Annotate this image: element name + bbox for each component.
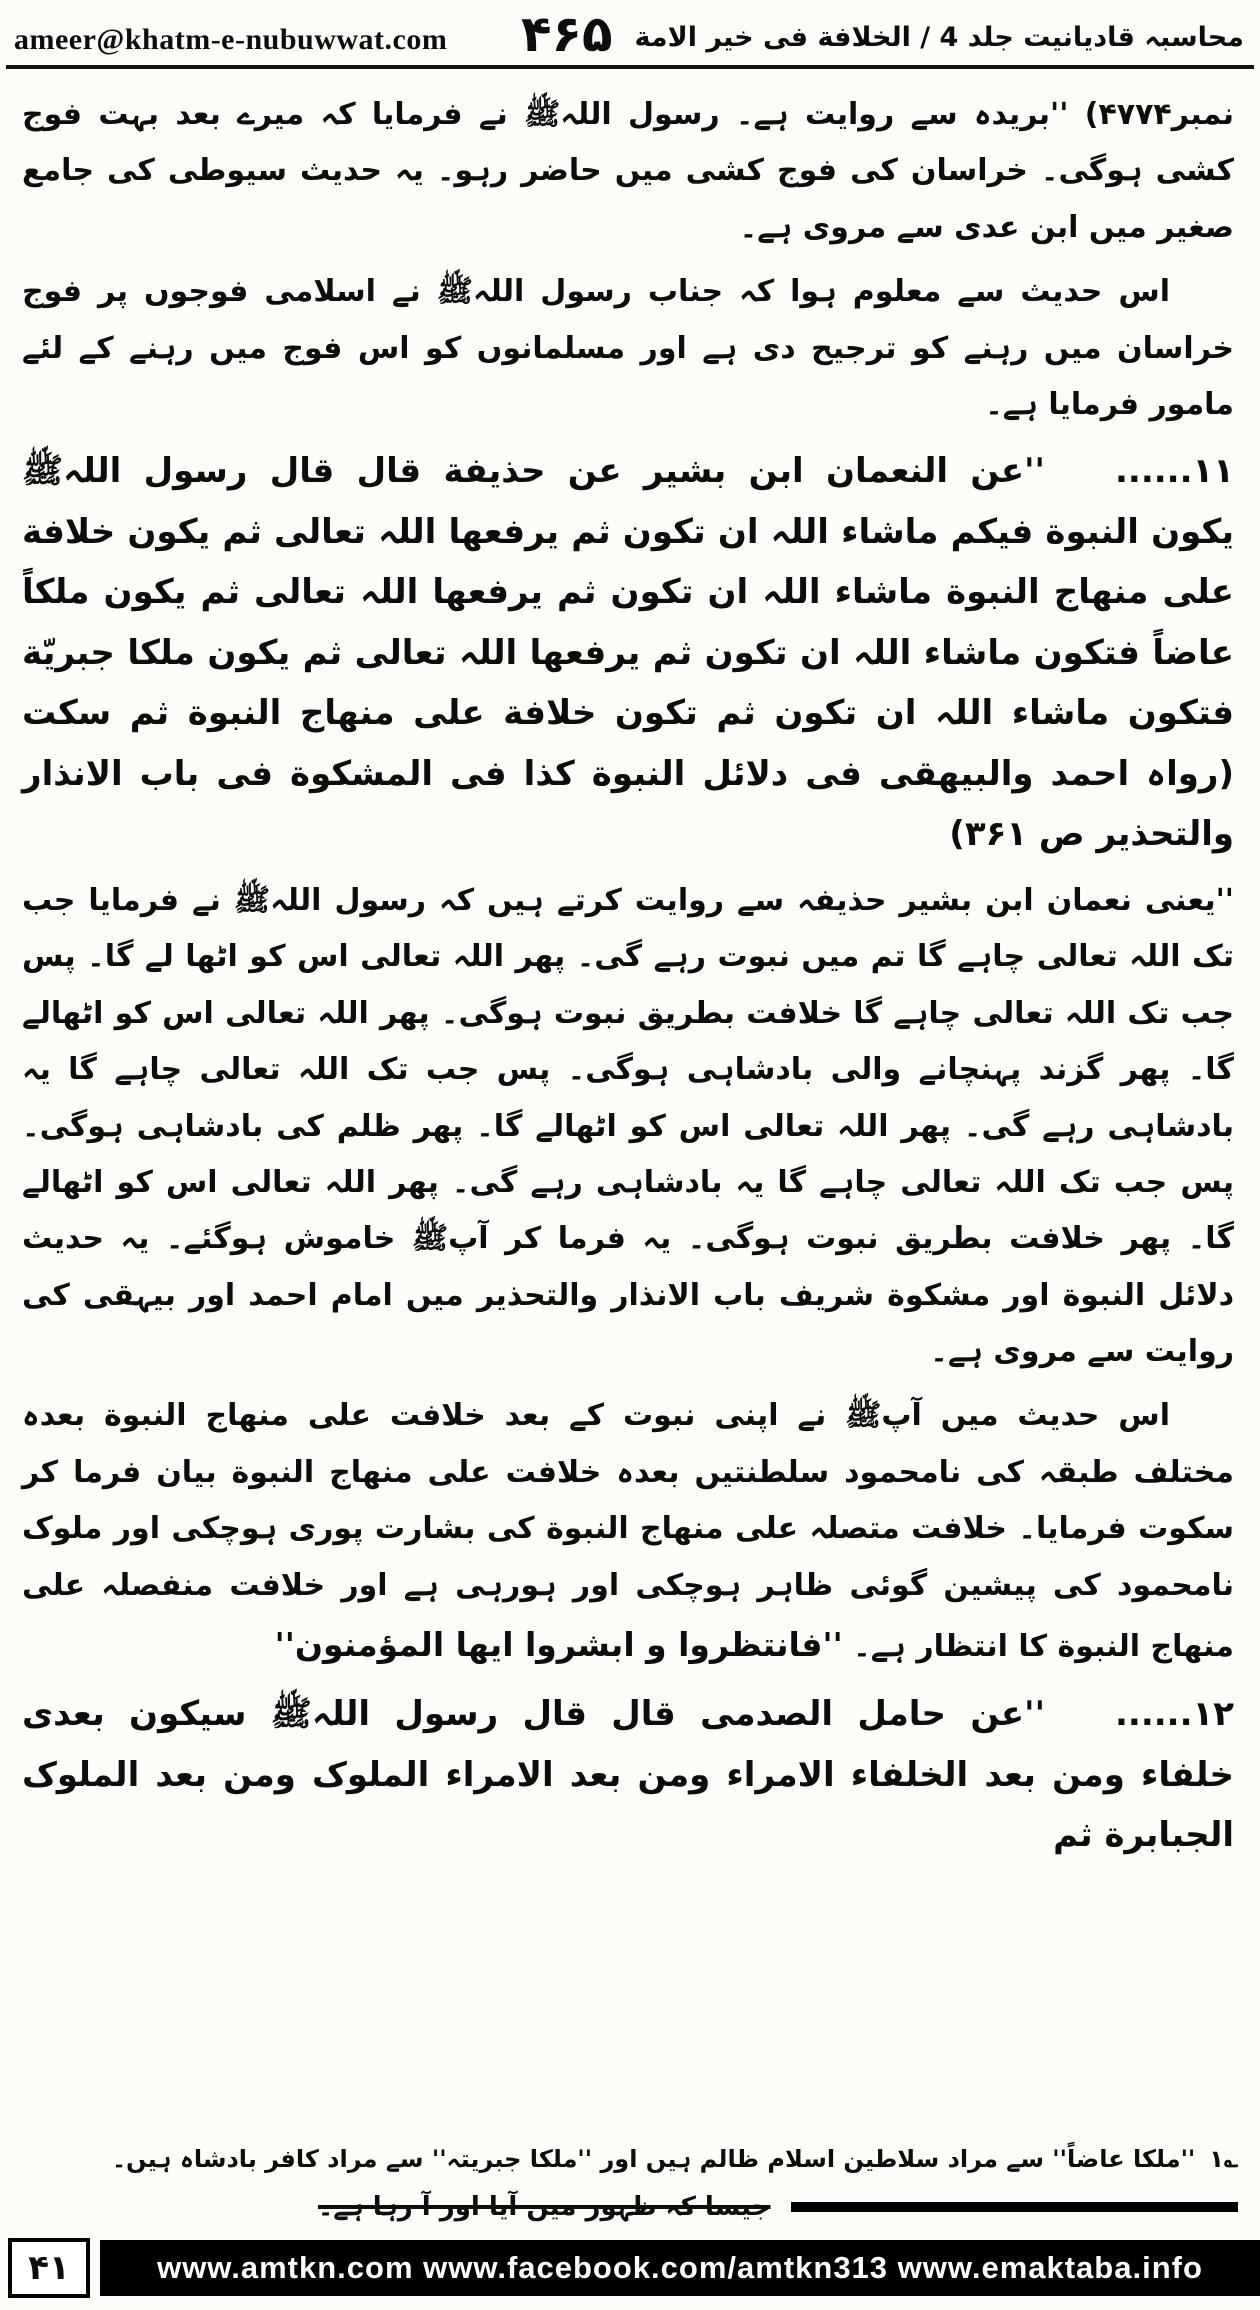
hadith-arabic-text: ''عن حامل الصدمی قال قال رسول اللہﷺ سیکون بعدی خلفاء ومن بعد الخلفاء الامراء ومن بعد الامراء الملوک ومن بعد الملوک الجبابرة ثم <box>22 1694 1234 1856</box>
header-page-number: ۴۶۵ <box>520 5 613 63</box>
page-header <box>0 0 1260 61</box>
paragraph-narration: نمبر۴۷۷۴) ''بریدہ سے روایت ہے۔ رسول اللہﷺ نے فرمایا کہ میرے بعد بہت فوج کشی ہوگی۔ خراسان کی فوج کشی میں حاضر رہو۔ یہ حدیث سیوطی کی جامع صغیر میں ابن عدی سے مروی ہے۔ <box>22 97 1234 245</box>
footnote <box>18 2141 1238 2178</box>
header-book-title: محاسبہ قادیانیت جلد 4 / الخلافة فی خیر الامة <box>634 22 1244 53</box>
arabic-quote-inline: ''فانتظروا و ابشروا ایھا المؤمنون'' <box>274 1625 843 1665</box>
scan-artifact-row <box>18 2192 1238 2222</box>
footnote-text: ''ملکا عاضاً'' سے مراد سلاطین اسلام ظالم ہیں اور ''ملکا جبریتہ'' سے مراد کافر بادشاہ ہیں۔ <box>111 2144 1196 2173</box>
page-body <box>0 69 1260 1866</box>
paragraph-hadith-12 <box>22 1684 1234 1866</box>
paragraph-commentary: اس حدیث سے معلوم ہوا کہ جناب رسول اللہﷺ نے اسلامی فوجوں پر فوج خراسان میں رہنے کو ترجیح دی ہے اور مسلمانوں کو اس فوج میں رہنے کے لئے مامور فرمایا ہے۔ <box>22 274 1234 422</box>
scan-artifact-bar <box>791 2202 1239 2212</box>
footnote-marker: ؎۱ <box>1209 2144 1238 2173</box>
hadith-number: ۱۲...... <box>1114 1694 1234 1735</box>
header-email: ameer@khatm-e-nubuwwat.com <box>14 23 448 56</box>
footnote-area <box>18 2141 1238 2222</box>
hadith-number: ۱۱...... <box>1114 451 1234 492</box>
footer-page-number-box: ۴۱ <box>8 2238 90 2298</box>
paragraph-translation: ''یعنی نعمان ابن بشیر حذیفہ سے روایت کرتے ہیں کہ رسول اللہﷺ نے فرمایا جب تک اللہ تعالی چاہے گا تم میں نبوت رہے گی۔ پھر اللہ تعالی اس کو اٹھا لے گا۔ پس جب تک اللہ تعالی چاہے گا خلافت بطریق نبوت ہوگی۔ پھر اللہ تعالی اس کو اٹھالے گا۔ پھر گزند پہنچانے والی بادشاہی ہوگی۔ پس جب تک اللہ تعالی چاہے گا یہ بادشاہی رہے گی۔ پھر اللہ تعالی اس کو اٹھالے گا۔ پھر ظلم کی بادشاہی ہوگی۔ پس جب تک اللہ تعالی چاہے گا یہ بادشاہی رہے گی۔ پھر اللہ تعالی اس کو اٹھالے گا۔ پھر خلافت بطریق نبوت ہوگی۔ یہ فرما کر آپﷺ خاموش ہوگئے۔ یہ حدیث دلائل النبوة اور مشکوة شریف باب الانذار والتحذیر میں امام احمد اور بیہقی کی روایت سے مروی ہے۔ <box>22 882 1234 1370</box>
hadith-arabic-text: ''عن النعمان ابن بشیر عن حذیفة قال قال رسول اللہﷺ یکون النبوة فیکم ماشاء اللہ ان تکون ثم یرفعھا اللہ تعالی ثم یکون خلافة علی منھاج النبوة ماشاء اللہ ان تکون ثم یرفعھا اللہ تعالی ثم یکون ملکاً عاضاً فتکون ماشاء اللہ ان تکون ثم یرفعھا اللہ تعالی ثم یکون ملکا جبریّة فتکون ماشاء اللہ ان تکون ثم تکون خلافة علی منھاج النبوة ثم سکت (رواہ احمد والبیھقی فی دلائل النبوة کذا فی المشکوة فی باب الانذار والتحذیر ص ۳۶۱) <box>22 451 1234 855</box>
paragraph-hadith-11 <box>22 441 1234 865</box>
footer-links-bar: www.amtkn.com www.facebook.com/amtkn313 www.emaktaba.info <box>100 2240 1260 2296</box>
footnote-cut-line: جیسا کہ ظہور میں آیا اور آ رہا ہے۔ <box>318 2192 771 2222</box>
paragraph-explanation <box>22 1388 1234 1676</box>
explanation-text: اس حدیث میں آپﷺ نے اپنی نبوت کے بعد خلافت علی منھاج النبوة بعدہ مختلف طبقہ کی نامحمود سلطنتیں بعدہ خلافت علی منھاج النبوة بیان فرما کر سکوت فرمایا۔ خلافت متصلہ علی منھاج النبوة کی بشارت پوری ہوچکی اور ملوک نامحمود کی پیشین گوئی ظاہر ہوچکی اور ہورہی ہے اور خلافت منفصلہ علی منھاج النبوة کا انتظار ہے۔ <box>22 1398 1234 1665</box>
page-footer <box>8 2238 1260 2298</box>
